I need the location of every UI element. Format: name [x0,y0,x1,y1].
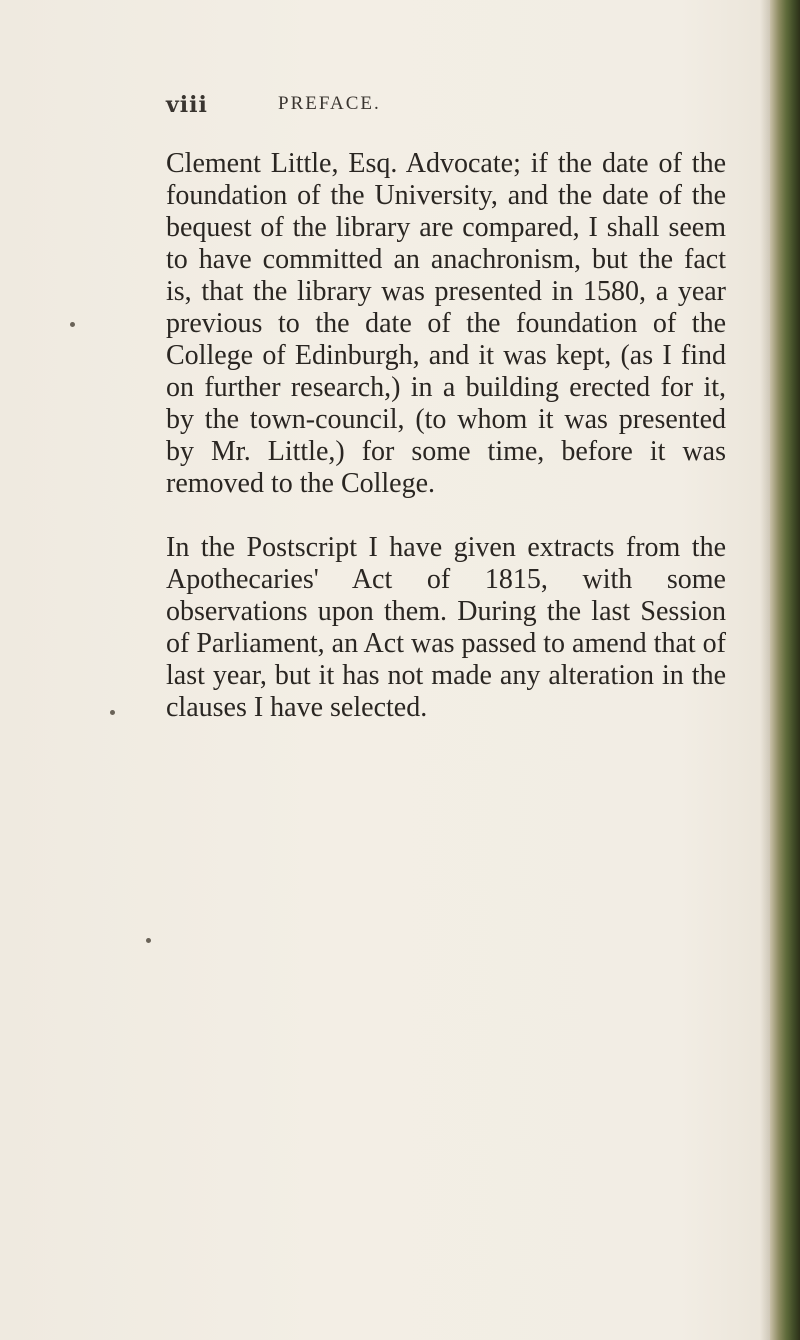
body-text [166,148,726,724]
paragraph-1: Clement Little, Esq. Advocate; if the date of the foundation of the University, and the date of the bequest of the library are compared, I shall seem to have committed an anachronism, but the fact is, that the library was presented in 1580, a year previous to the date of the foundation of the College of Edinburgh, and it was kept, (as I find on further research,) in a building erected for it, by the town-council, (to whom it was presented by Mr. Little,) for some time, before it was removed to the College. [166,148,726,499]
paragraph-2: In the Postscript I have given extracts from the Apothecaries' Act of 1815, with some observations upon them. During the last Session of Parliament, an Act was passed to amend that of last year, but it has not made any alteration in the clauses I have selected. [166,532,726,723]
running-head-title: PREFACE. [278,93,381,114]
ink-speck [110,710,115,715]
page-gutter-shadow [760,0,770,1340]
running-header [166,92,666,132]
book-spine-edge [770,0,800,1340]
ink-speck [70,322,75,327]
ink-speck [146,938,151,943]
page-number: viii [166,92,208,118]
